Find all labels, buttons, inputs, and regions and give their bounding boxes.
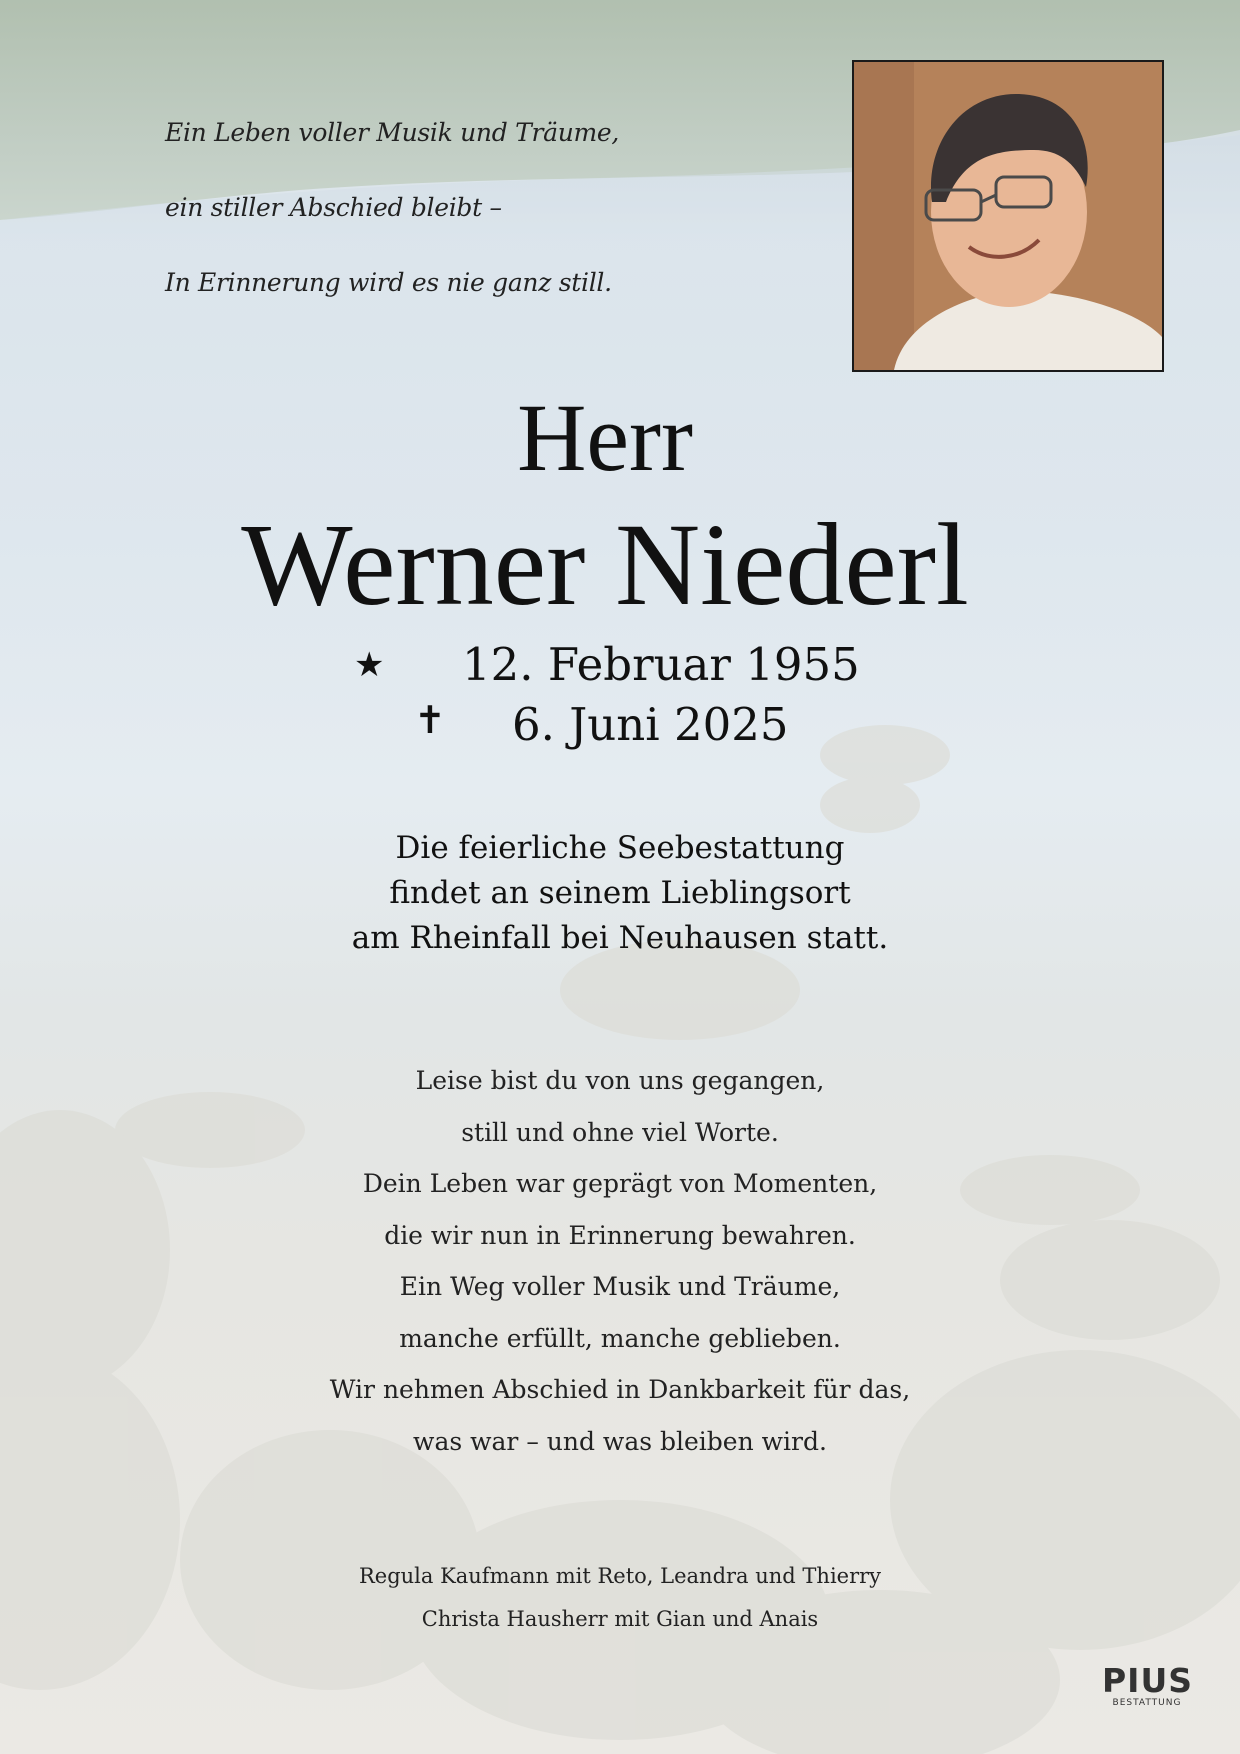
- poem-line: die wir nun in Erinnerung bewahren.: [384, 1220, 856, 1250]
- motto-line: ein stiller Abschied bleibt –: [165, 193, 502, 222]
- poem-line: Wir nehmen Abschied in Dankbarkeit für das,: [329, 1375, 911, 1404]
- cross-icon: ✝: [414, 698, 446, 742]
- motto: [165, 118, 619, 343]
- salutation: Herr: [517, 384, 693, 491]
- mourner-line: Regula Kaufmann mit Reto, Leandra und Thierry: [358, 1564, 882, 1588]
- funeral-line: Die feierliche Seebestattung: [395, 830, 845, 866]
- poem-line: was war – und was bleiben wird.: [413, 1426, 827, 1456]
- motto-line: In Erinnerung wird es nie ganz still.: [165, 268, 612, 297]
- mourner-line: Christa Hausherr mit Gian und Anais: [421, 1607, 819, 1631]
- funeral-line: findet an seinem Lieblingsort: [389, 875, 851, 911]
- deceased-name: Werner Niederl: [241, 499, 969, 630]
- memorial-poem: [0, 1055, 1240, 1467]
- poem-line: Ein Weg voller Musik und Träume,: [399, 1272, 841, 1301]
- logo-tagline: BESTATTUNG: [1112, 1698, 1182, 1708]
- pius-logo: [1102, 1661, 1194, 1709]
- logo-wordmark: PIUS: [1102, 1661, 1194, 1700]
- portrait-image: [854, 62, 1162, 370]
- star-icon: ★: [354, 645, 385, 685]
- motto-line: Ein Leben voller Musik und Träume,: [165, 118, 620, 147]
- poem-line: still und ohne viel Worte.: [461, 1117, 779, 1147]
- portrait-photo: [852, 60, 1164, 372]
- mourners-list: [0, 1555, 1240, 1641]
- funeral-line: am Rheinfall bei Neuhausen statt.: [351, 920, 889, 956]
- poem-line: Leise bist du von uns gegangen,: [415, 1066, 825, 1095]
- death-date: 6. Juni 2025: [512, 698, 789, 751]
- funeral-announcement: [0, 826, 1240, 961]
- poem-line: manche erfüllt, manche geblieben.: [399, 1323, 841, 1353]
- birth-date: 12. Februar 1955: [462, 638, 860, 691]
- poem-line: Dein Leben war geprägt von Momenten,: [362, 1169, 878, 1198]
